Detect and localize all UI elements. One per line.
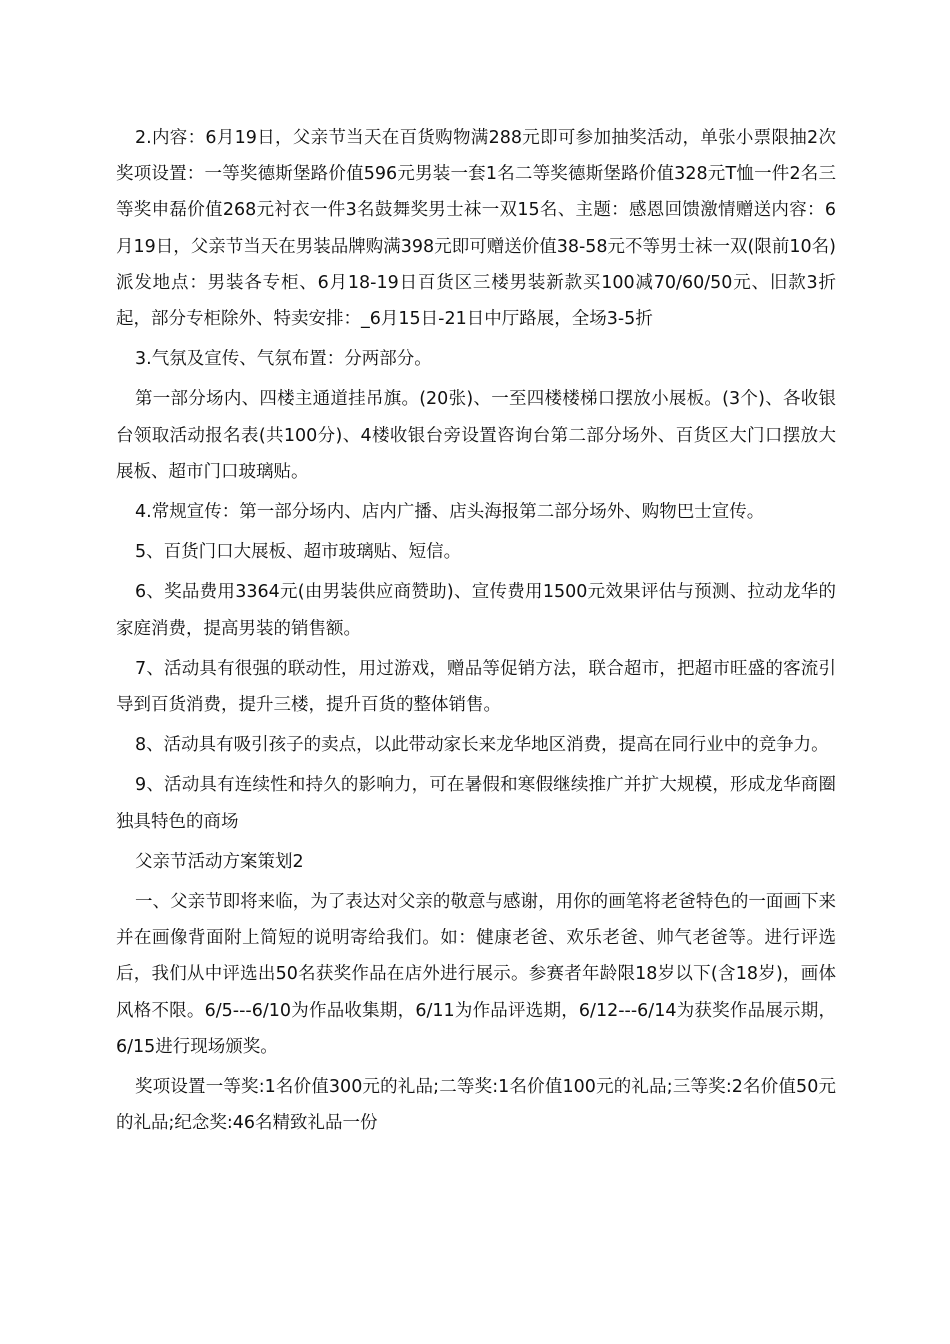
paragraph-item-9: 9、活动具有连续性和持久的影响力，可在暑假和寒假继续推广并扩大规模，形成龙华商圈独具特色的商场 [116, 775, 836, 832]
paragraph-section-one: 一、父亲节即将来临，为了表达对父亲的敬意与感谢，用你的画笔将老爸特色的一面画下来并在画像背面附上简短的说明寄给我们。如：健康老爸、欢乐老爸、帅气老爸等。进行评选后，我们从中评选出50名获奖作品在店外进行展示。参赛者年龄限18岁以下(含18岁)，画体风格不限。6/5---6/10为作品收集期，6/11为作品评选期，6/12---6/14为获奖作品展示期，6/15进行现场颁奖。 [116, 892, 836, 1057]
paragraph-item-5: 5、百货门口大展板、超市玻璃贴、短信。 [135, 542, 462, 563]
document-body [116, 120, 836, 1145]
paragraph-item-8: 8、活动具有吸引孩子的卖点，以此带动家长来龙华地区消费，提高在同行业中的竞争力。 [135, 735, 829, 756]
paragraph-atmosphere-3: 3.气氛及宣传、气氛布置：分两部分。 [135, 349, 432, 370]
section-heading: 父亲节活动方案策划2 [135, 851, 304, 872]
paragraph-item-6: 6、奖品费用3364元(由男装供应商赞助)、宣传费用1500元效果评估与预测、拉动龙华的家庭消费，提高男装的销售额。 [116, 582, 836, 639]
paragraph-item-7: 7、活动具有很强的联动性，用过游戏，赠品等促销方法，联合超市，把超市旺盛的客流引导到百货消费，提升三楼，提升百货的整体销售。 [116, 658, 836, 716]
paragraph-awards: 奖项设置一等奖:1名价值300元的礼品;二等奖:1名价值100元的礼品;三等奖:2名价值50元的礼品;纪念奖:46名精致礼品一份 [116, 1077, 836, 1134]
paragraph-content-2: 2.内容：6月19日，父亲节当天在百货购物满288元即可参加抽奖活动，单张小票限抽2次奖项设置：一等奖德斯堡路价值596元男装一套1名二等奖德斯堡路价值328元T恤一件2名三等奖申磊价值268元衬衣一件3名鼓舞奖男士袜一双15名、主题：感恩回馈激情赠送内容：6月19日，父亲节当天在男装品牌购满398元即可赠送价值38-58元不等男士袜一双(限前10名)派发地点：男装各专柜、6月18-19日百货区三楼男装新款买100减70/60/50元、旧款3折起，部分专柜除外、特卖安排：_6月15日-21日中厅路展，全场3-5折 [116, 128, 836, 330]
paragraph-part-one: 第一部分场内、四楼主通道挂吊旗。(20张)、一至四楼楼梯口摆放小展板。(3个)、各收银台领取活动报名表(共100分)、4楼收银台旁设置咨询台第二部分场外、百货区大门口摆放大展板、超市门口玻璃贴。 [116, 389, 836, 482]
paragraph-regular-promo-4: 4.常规宣传：第一部分场内、店内广播、店头海报第二部分场外、购物巴士宣传。 [135, 502, 765, 523]
